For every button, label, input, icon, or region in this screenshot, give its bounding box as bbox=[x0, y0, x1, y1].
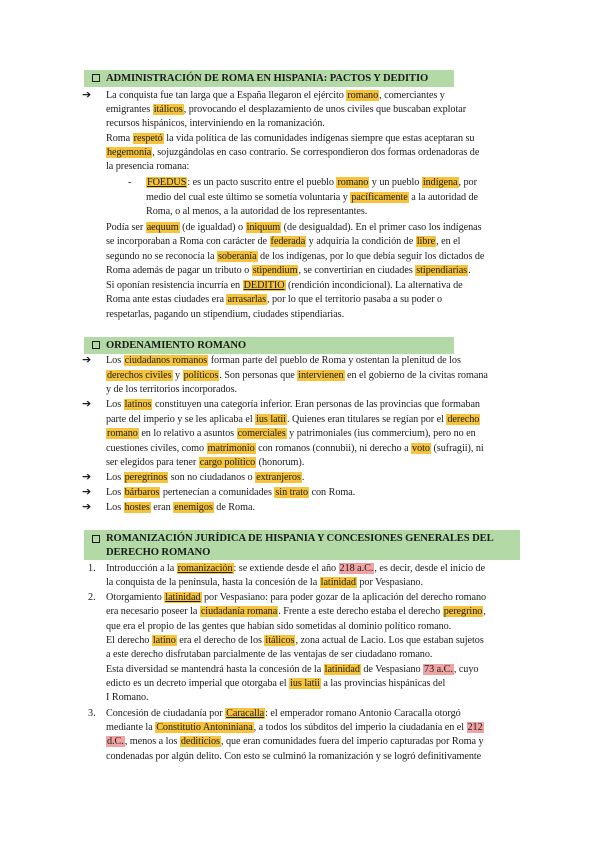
text-run: Esta diversidad se mantendrá hasta la concesión de la bbox=[106, 664, 324, 675]
text-run: : es un pacto suscrito entre el pueblo bbox=[187, 177, 337, 188]
highlighted-term: enemigos bbox=[174, 502, 213, 513]
text-run: por Vespasiano. bbox=[356, 577, 423, 588]
text-run: . bbox=[301, 472, 305, 483]
text-run: La conquista fue tan larga que a España llegaron el ejército bbox=[106, 90, 347, 101]
highlighted-term: latino bbox=[152, 635, 176, 646]
text-run: respetarlas, pagando un stipendium, ciudades stipendiarias. bbox=[106, 309, 345, 320]
text-run: cuestiones civiles, como bbox=[106, 443, 207, 454]
text-line bbox=[106, 235, 460, 248]
heading-text-ordenamiento: ORDENAMIENTO ROMANO bbox=[106, 340, 247, 351]
text-line bbox=[106, 486, 355, 499]
text-run: I Romano. bbox=[106, 692, 149, 703]
highlighted-term: stipendium bbox=[252, 265, 298, 276]
highlighted-term: romano bbox=[107, 428, 138, 439]
text-run: (de igualdad) o bbox=[179, 222, 246, 233]
text-run: (honorum). bbox=[256, 457, 305, 468]
highlighted-term: ius latii bbox=[290, 678, 320, 689]
text-run: (rendición incondicional). La alternativa de bbox=[285, 280, 463, 291]
text-run: segundo no se reconocía la bbox=[106, 251, 217, 262]
highlighted-term: dediticios bbox=[180, 736, 220, 747]
text-line bbox=[106, 132, 474, 145]
highlighted-term: cargo político bbox=[199, 457, 256, 468]
highlighted-term: romano bbox=[347, 90, 379, 101]
text-run: en el gobierno de la civitas romana bbox=[344, 370, 488, 381]
highlighted-term: latinidad bbox=[165, 592, 201, 603]
text-run: de los indígenas, por lo que debía seguir los dictados de bbox=[257, 251, 485, 262]
highlighted-term: romanización bbox=[177, 563, 233, 574]
highlighted-term: ciudadanía romana bbox=[200, 606, 278, 617]
highlighted-term: voto bbox=[412, 443, 430, 454]
text-line bbox=[106, 721, 484, 734]
text-run: forman parte del pueblo de Roma y ostentan la plenitud de los bbox=[208, 355, 461, 366]
text-run: y adquiría la condición de bbox=[306, 236, 416, 247]
arrow-right-icon: ➔ bbox=[82, 485, 92, 498]
heading-text-administracion: ADMINISTRACIÓN DE ROMA EN HISPANIA: PACTOS Y DEDITIO bbox=[106, 73, 429, 84]
highlighted-date: d.C. bbox=[107, 736, 124, 747]
text-run: Otorgamiento bbox=[106, 592, 165, 603]
text-run: Los bbox=[106, 355, 124, 366]
text-run: Los bbox=[106, 502, 124, 513]
highlighted-term: Caracalla bbox=[226, 708, 265, 719]
text-run: Introducción a la bbox=[106, 563, 177, 574]
text-run: Roma bbox=[106, 133, 133, 144]
highlighted-term: aequum bbox=[146, 222, 179, 233]
text-run: , comerciantes y bbox=[379, 90, 445, 101]
text-run: a las provincias hispánicas del bbox=[320, 678, 446, 689]
heading-text-romanizacion-1: ROMANIZACIÓN JURÍDICA DE HISPANIA Y CONCESIONES GENERALES DEL bbox=[106, 533, 494, 544]
text-run: son no ciudadanos o bbox=[168, 472, 256, 483]
text-run: por Vespasiano: para poder gozar de la aplicación del derecho romano bbox=[201, 592, 487, 603]
highlighted-term: sin trato bbox=[275, 487, 309, 498]
text-run: ser elegidos para tener bbox=[106, 457, 199, 468]
arrow-right-icon: ➔ bbox=[82, 397, 92, 410]
text-run: Concesión de ciudadanía por bbox=[106, 708, 226, 719]
highlighted-term: indígena bbox=[422, 177, 458, 188]
text-run: eran bbox=[150, 502, 174, 513]
highlighted-term: latinidad bbox=[320, 577, 356, 588]
list-number: 1. bbox=[88, 563, 96, 574]
highlighted-term: latinos bbox=[124, 399, 152, 410]
highlighted-term: pacíficamente bbox=[351, 192, 408, 203]
text-run: y bbox=[172, 370, 183, 381]
text-run: Los bbox=[106, 472, 124, 483]
text-line bbox=[146, 205, 367, 218]
highlighted-date: 73 a.C. bbox=[424, 664, 453, 675]
text-line bbox=[106, 264, 471, 277]
highlighted-term: federada bbox=[270, 236, 306, 247]
text-run: edicto es un decreto imperial que otorgaba el bbox=[106, 678, 290, 689]
text-line bbox=[106, 369, 488, 382]
text-run: la conquista de la península, hasta la concesión de la bbox=[106, 577, 320, 588]
text-line bbox=[146, 191, 478, 204]
text-run: y patrimoniales (ius commercium), pero no en bbox=[286, 428, 476, 439]
text-run: , en el bbox=[436, 236, 461, 247]
text-line bbox=[106, 103, 466, 116]
text-run: Roma ante estas ciudades era bbox=[106, 294, 227, 305]
text-run: de Roma. bbox=[213, 502, 255, 513]
checkbox-icon bbox=[92, 535, 100, 543]
list-number: 3. bbox=[88, 708, 96, 719]
text-line bbox=[106, 750, 481, 763]
text-run: era necesario poseer la bbox=[106, 606, 200, 617]
text-run: condenadas por algún delito. Con esto se culminó la romanización y se logró definitivamente bbox=[106, 751, 482, 762]
highlighted-term: hostes bbox=[124, 502, 150, 513]
text-line bbox=[106, 735, 484, 748]
text-run: Roma además de pagar un tributo o bbox=[106, 265, 252, 276]
highlighted-term: FOEDUS bbox=[147, 177, 187, 188]
highlighted-date: 218 a.C. bbox=[339, 563, 374, 574]
highlighted-term: peregrino bbox=[443, 606, 483, 617]
highlighted-term: intervienen bbox=[298, 370, 344, 381]
text-run: y de los territorios incorporados. bbox=[106, 384, 237, 395]
text-run: , por bbox=[458, 177, 477, 188]
text-run: : se extiende desde el año bbox=[233, 563, 339, 574]
text-line bbox=[106, 117, 325, 130]
text-run: y un pueblo bbox=[369, 177, 422, 188]
text-run: la vida política de las comunidades indígenas siempre que estas aceptaran su bbox=[163, 133, 475, 144]
text-run: . Son personas que bbox=[219, 370, 298, 381]
text-run: Podía ser bbox=[106, 222, 146, 233]
text-line bbox=[106, 707, 461, 720]
text-line bbox=[106, 221, 482, 234]
text-line bbox=[106, 605, 486, 618]
highlighted-term: ciudadanos romanos bbox=[124, 355, 208, 366]
text-run: Los bbox=[106, 487, 124, 498]
text-line bbox=[106, 89, 445, 102]
text-run: a este derecho disfrutaban parcialmente de las ventajas de ser ciudadano romano. bbox=[106, 649, 433, 660]
checkbox-icon bbox=[92, 74, 100, 82]
highlighted-term: libre bbox=[416, 236, 436, 247]
highlighted-term: respetó bbox=[133, 133, 163, 144]
text-run: la presencia romana: bbox=[106, 161, 190, 172]
text-run: (sufragii), ni bbox=[430, 443, 484, 454]
highlighted-term: bárbaros bbox=[124, 487, 160, 498]
text-run: era el derecho de los bbox=[176, 635, 265, 646]
highlighted-term: soberanía bbox=[217, 251, 257, 262]
text-run: : el emperador romano Antonio Caracalla otorgó bbox=[265, 708, 461, 719]
text-run: . Quienes eran titulares se regían por el bbox=[286, 414, 447, 425]
highlighted-term: derechos civiles bbox=[107, 370, 172, 381]
highlighted-term: ius latii bbox=[256, 414, 286, 425]
text-run: , cuyo bbox=[453, 664, 479, 675]
text-line bbox=[106, 456, 304, 469]
highlighted-term: itálicos bbox=[265, 635, 295, 646]
highlighted-date: 212 bbox=[467, 722, 483, 733]
text-run: Roma, o al menos, a la autoridad de los representantes. bbox=[146, 206, 368, 217]
text-run: , provocando el desplazamiento de unos civiles que buscaban explotar bbox=[183, 104, 467, 115]
highlighted-term: matrimonio bbox=[207, 443, 255, 454]
highlighted-term: iniquum bbox=[246, 222, 281, 233]
highlighted-term: DEDITIO bbox=[243, 280, 285, 291]
text-line bbox=[106, 634, 484, 647]
dash-bullet: - bbox=[128, 177, 132, 188]
text-line bbox=[106, 591, 486, 604]
text-run: , zona actual de Lacio. Los que estaban sujetos bbox=[295, 635, 484, 646]
text-run: constituyen una categoría inferior. Eran personas de las provincias que formaban bbox=[152, 399, 480, 410]
text-run: mediante la bbox=[106, 722, 156, 733]
arrow-right-icon: ➔ bbox=[82, 500, 92, 513]
text-run: , es decir, desde el inicio de bbox=[374, 563, 486, 574]
text-line bbox=[106, 471, 304, 484]
text-line bbox=[146, 176, 477, 189]
text-run: se incorporaban a Roma con carácter de bbox=[106, 236, 270, 247]
text-line bbox=[106, 398, 480, 411]
text-run: con Roma. bbox=[309, 487, 356, 498]
text-run: , por lo que el territorio pasaba a su poder o bbox=[267, 294, 443, 305]
text-run: , menos a los bbox=[124, 736, 180, 747]
highlighted-term: stipendiarias bbox=[416, 265, 468, 276]
text-run: , se convertirían en ciudades bbox=[298, 265, 416, 276]
text-run: de Vespasiano bbox=[360, 664, 424, 675]
highlighted-term: arrasarlas bbox=[227, 294, 266, 305]
text-line bbox=[106, 160, 189, 173]
text-line bbox=[106, 413, 480, 426]
text-line bbox=[106, 250, 484, 263]
text-line bbox=[106, 677, 445, 690]
text-run: , que eran comunidades fuera del imperio capturadas por Roma y bbox=[220, 736, 484, 747]
heading-text-romanizacion-2: DERECHO ROMANO bbox=[106, 547, 211, 558]
text-run: , a todos los súbditos del imperio la ciudadanía en el bbox=[253, 722, 467, 733]
text-run: en lo relativo a asuntos bbox=[138, 428, 237, 439]
text-line bbox=[106, 562, 485, 575]
text-run: recursos hispánicos, interviniendo en la romanización. bbox=[106, 118, 325, 129]
text-run: , bbox=[483, 606, 486, 617]
highlighted-term: extranjeros bbox=[256, 472, 301, 483]
list-number: 2. bbox=[88, 592, 96, 603]
text-line bbox=[106, 501, 255, 514]
highlighted-term: comerciales bbox=[237, 428, 286, 439]
text-run: que era el propio de las gentes que habían sido sometidas al dominio político romano. bbox=[106, 621, 452, 632]
highlighted-term: peregrinos bbox=[124, 472, 168, 483]
highlighted-term: itálicos bbox=[153, 104, 183, 115]
text-line bbox=[106, 442, 484, 455]
highlighted-term: hegemonía bbox=[107, 147, 152, 158]
arrow-right-icon: ➔ bbox=[82, 353, 92, 366]
text-line bbox=[106, 576, 423, 589]
text-line bbox=[106, 691, 149, 704]
highlighted-term: latinidad bbox=[324, 664, 360, 675]
text-line bbox=[106, 293, 442, 306]
text-run: emigrantes bbox=[106, 104, 153, 115]
text-run: (de desigualdad). En el primer caso los indígenas bbox=[281, 222, 482, 233]
highlighted-term: romano bbox=[337, 177, 369, 188]
text-run: parte del imperio y se les aplicaba el bbox=[106, 414, 256, 425]
text-run: a la autoridad de bbox=[408, 192, 478, 203]
text-line bbox=[106, 427, 476, 440]
text-run: . Frente a este derecho estaba el derecho bbox=[278, 606, 443, 617]
text-line bbox=[106, 663, 478, 676]
text-line bbox=[106, 354, 461, 367]
text-line bbox=[106, 383, 237, 396]
highlighted-term: Constitutio Antoniniana bbox=[156, 722, 253, 733]
arrow-right-icon: ➔ bbox=[82, 88, 92, 101]
text-line bbox=[106, 279, 463, 292]
highlighted-term: políticos bbox=[183, 370, 219, 381]
text-run: con romanos (connubii), ni derecho a bbox=[255, 443, 412, 454]
text-run: medio del cual este último se sometía voluntaria y bbox=[146, 192, 351, 203]
text-run: El derecho bbox=[106, 635, 152, 646]
text-run: , sojuzgándolas en caso contrario. Se correspondieron dos formas ordenadoras de bbox=[152, 147, 480, 158]
text-line bbox=[106, 308, 344, 321]
highlighted-term: derecho bbox=[447, 414, 480, 425]
checkbox-icon bbox=[92, 341, 100, 349]
text-run: Si oponían resistencia incurría en bbox=[106, 280, 243, 291]
arrow-right-icon: ➔ bbox=[82, 470, 92, 483]
text-run: . bbox=[468, 265, 471, 276]
text-run: pertenecían a comunidades bbox=[160, 487, 275, 498]
text-line bbox=[106, 620, 451, 633]
text-line bbox=[106, 146, 479, 159]
text-run: Los bbox=[106, 399, 124, 410]
text-line bbox=[106, 648, 432, 661]
